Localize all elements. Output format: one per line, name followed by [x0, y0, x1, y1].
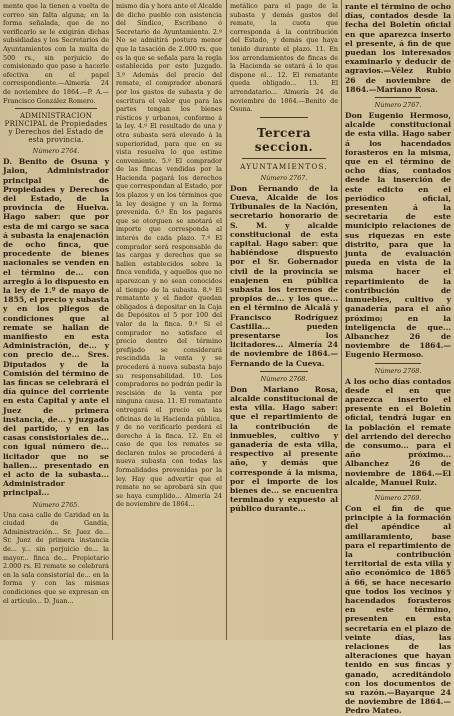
divider	[15, 108, 97, 109]
notice-text: rante el término de ocho días, contados desde la fecha del Boletín oficial en que aparezca inserto el presente, á fin de que puedan los interesados examinarlo y deducir de agravios.—Vélez Rubio 26 de noviembre de 1864.—Mariano Rosa.	[345, 2, 451, 94]
notice-number: Número 2764.	[32, 147, 80, 156]
column-4	[342, 0, 454, 716]
notice-text: mismo día y hora ante el Alcalde de dicho pueblo con asistencia del Síndico, Escribano ó Secretario de Ayuntamiento. 2.º No se admitirá postura menor que la tasación de 2.000 rs. que es la que se señala para la regla establecida por este Juzgado. 3.º Además del precio del remate, el comprador abonará por los gastos de subasta y de escritura el valor que para las partes tengan los bienes rústicos y urbanos, conforme á la ley. 4.º El resultado de una y otra subasta será elevado á la superioridad, para que en su vista resuelva lo que estime conveniente. 5.º El comprador de las fincas vendidas por la Hacienda pagará los derechos que correspondan al Estado, por los plazos y en los términos que la ley designe y en la forma prevenida. 6.º En los pagarés que se otorguen se anotará el importe que corresponda al interés de cada plazo. 7.º El comprador será responsable de las cargas y derechos que se hallen establecidos sobre la finca vendida, y aquellos que no aparezcan y no sean conocidos al tiempo de la subasta. 8.º El rematante y el fiador quedan obligados á depositar en la Caja de Depósitos el 5 por 100 del valor de la finca. 9.º Si el comprador no satisface el precio dentro del término prefijado se considerará rescindida la venta y se procederá á nueva subasta bajo su responsabilidad. 10. Los compradores no podrán pedir la rescisión de la venta por ninguna causa. 11. El rematante entregará el precio en las oficinas de la Hacienda pública, y de no verificarlo perderá el derecho á la finca. 12. En el caso de que los remates se declaren nulos se procederá á nueva subasta con todas las formalidades prevenidas por la ley. Hay que advertir que el remate no se aprobará sin que se haya cumplido... Almería 24 de noviembre de 1864...	[116, 2, 222, 509]
notice-text: Una casa calle de Caridad en la ciudad de Gandía, Administración... Sr. Juez de... Sr. Juez de primera instancia de... y... sin perjuicio de... la mayor... finca de... Propietario 2.000 rs. El remate se celebrará en la sala consistorial de... en la forma y con las mismas condiciones que se expresan en el artículo... D. Juan...	[3, 510, 109, 605]
column-1	[0, 0, 112, 640]
section-heading: ADMINISTRACION PRINCIPAL de Propiedades y Derechos del Estado de esta provincia.	[4, 112, 108, 145]
notice-number: Número 2768.	[260, 374, 308, 383]
divider	[260, 117, 308, 118]
section-title: Tercera seccion.	[254, 125, 314, 154]
notice-number: Número 2767.	[260, 173, 308, 182]
notice-number: Número 2765.	[32, 500, 80, 509]
notice-text: metálico para el pago de la subasta y demás gastos del remate, la cuota que corresponda á la contribución del Estado, y demás que haya tenido durante el plazo. 11. En los arrendamientos de fincas de la Hacienda se estará á lo que dispone el... 12. El rematante queda obligado... 13. El arrendatario... Almería 24 de noviembre de 1864.—Benito de Osuna.	[230, 2, 338, 114]
divider	[375, 363, 421, 364]
notice-text: D. Benito de Osuna y Jalon, Administrador principal de Propiedades y Derechos del Estado, de la provincia de Huelva. Hago saber: que por esta de mi cargo se saca á subasta la enajenación de ocho finca, que procedente de bienes nacionales se venden en el término de... con arreglo á lo dispuesto en la ley de 1.º de mayo de 1855, el precio y subasta y en los pliegos de condiciones que al remate se hallan de manifiesto en esta Administración, de... y con precio de... Sres. Diputados y de la Comisión del término de las fincas se celebrará el día quince del corriente en esta Capital y ante el Juez de primera instancia, de... y juzgado del partido, y en las casas consistoriales de... con igual número de... licitador que no se hallen... presentado en el acto de la subasta... Administrador principal...	[3, 157, 109, 498]
column-3	[227, 0, 341, 640]
divider	[242, 158, 326, 159]
divider	[260, 371, 308, 372]
notice-text: mente que la tienen a vuelta de correo sin falta alguna; en la forma señalada, que de no verificarlo se le exigirán dichas subsidiadas y los Secretarios de Ayuntamientos con la multa de 500 rs., sin perjuicio de comisionado que pase a hacerle efectiva en el papel correspondiente.—Almería 24 de noviembre de 1864.—P. A.—Francisco González Romero.	[3, 2, 109, 105]
column-2	[113, 0, 225, 640]
section-subtitle: AYUNTAMIENTOS.	[240, 161, 328, 171]
notice-text: Don Eugenio Hermoso, alcalde constitucional de esta villa. Hago saber á los hacendados forasteros en la misma, que en el término de ocho días, contados desde la inserción de este edicto en el periódico oficial, presenten á la secretaría de este municipio relaciones de sus riquezas en este distrito, para que la junta de evaluación pueda en vista de la misma hacer el repartimiento de la contribución de inmuebles, cultivo y ganadería para el año próximo; en la inteligencia de que... Albanchez 26 de noviembre de 1864.—Eugenio Hermoso.	[345, 111, 451, 360]
notice-number: Número 2769.	[374, 493, 422, 502]
notice-number: Número 2768.	[374, 366, 422, 375]
divider	[375, 490, 421, 491]
notice-text: Don Fernando de la Cueva, Alcalde de los Tribunales de la Nación, secretario honorario de S. M. y alcalde constitucional de esta capital. Hago saber: que habiéndose dispuesto por el Sr. Gobernador civil de la provincia se enajenen en pública subasta los terrenos de propios de... y los que... en el término de Alcalá y Francisco Rodríguez Castilla... pueden presentarse los licitadores... Almería 24 de noviembre de 1864.—Fernando de la Cueva.	[230, 183, 338, 368]
notice-number: Número 2767.	[374, 101, 422, 110]
divider	[375, 97, 421, 98]
notice-text: A los ocho días contados desde el en que aparezca inserto el presente en el Boletín oficial, tendrá lugar en la población el remate del arriendo del derecho de consumo... para el año próximo... Albanchez 26 de noviembre de 1864.—El alcalde, Manuel Ruiz.	[345, 376, 451, 487]
notice-text: Don Mariano Rosa, alcalde constitucional de esta villa. Hago saber: que el repartimiento de la contribución de inmuebles, cultivo y ganadería de esta villa, respectivo al presente año, y demás que corresponde á la misma, por el importe de los bienes de... se encuentra terminado y expuesto al público durante...	[230, 384, 338, 514]
notice-text: Con el fin de que principie á la formación del apéndice al amillaramiento, base para el repartimiento de la contribución territorial de esta villa y año económico de 1865 á 66, se hace necesario que todos los vecinos y hacendados forasteros en este término, presenten en esta secretaría en el plazo de veinte días, las relaciones de las alteraciones que hayan tenido en sus fincas y ganado, acreditándolo con los documentos de su razón.—Bayarque 24 de noviembre de 1864.—Pedro Mateo.	[345, 503, 451, 716]
